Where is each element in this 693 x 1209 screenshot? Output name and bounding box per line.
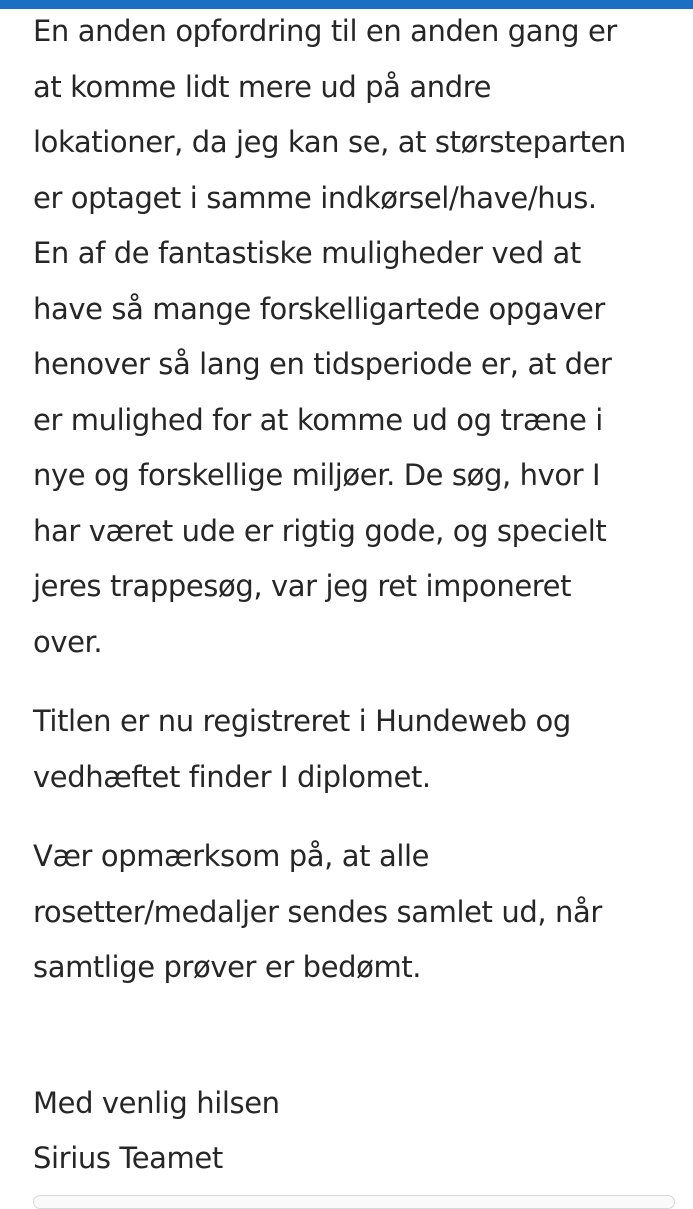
text-line: er optaget i samme indkørsel/have/hus. <box>33 180 597 215</box>
text-line: jeres trappesøg, var jeg ret imponeret <box>33 569 572 603</box>
text-line: En af de fantastiske muligheder ved at <box>33 236 581 270</box>
signature-greeting: Med venlig hilsen <box>33 1085 280 1120</box>
signature <box>33 1076 673 1187</box>
text-line: lokationer, da jeg kan se, at størsteparten <box>33 125 626 159</box>
signature-sender: Sirius Teamet <box>33 1141 223 1175</box>
email-body <box>33 4 673 1187</box>
paragraph-title-registered <box>33 694 673 805</box>
text-line: have så mange forskelligartede opgaver <box>33 291 605 326</box>
text-line: vedhæftet finder I diplomet. <box>33 759 431 794</box>
text-line: Vær opmærksom på, at alle <box>33 839 430 873</box>
text-line: rosetter/medaljer sendes samlet ud, når <box>33 894 602 929</box>
paragraph-rosettes-notice <box>33 829 673 996</box>
text-line: samtlige prøver er bedømt. <box>33 950 422 984</box>
text-line: er mulighed for at komme ud og træne i <box>33 402 603 437</box>
text-line: Titlen er nu registreret i Hundeweb og <box>33 704 571 738</box>
text-line: henover så lang en tidsperiode er, at der <box>33 347 612 381</box>
text-line: En anden opfordring til en anden gang er <box>33 14 617 48</box>
text-line: har været ude er rigtig gode, og specielt <box>33 513 607 548</box>
text-line: nye og forskellige miljøer. De søg, hvor I <box>33 458 601 492</box>
reply-field-edge[interactable] <box>33 1195 675 1209</box>
paragraph-feedback <box>33 4 673 670</box>
text-line: at komme lidt mere ud på andre <box>33 69 492 104</box>
text-line: over. <box>33 624 103 659</box>
